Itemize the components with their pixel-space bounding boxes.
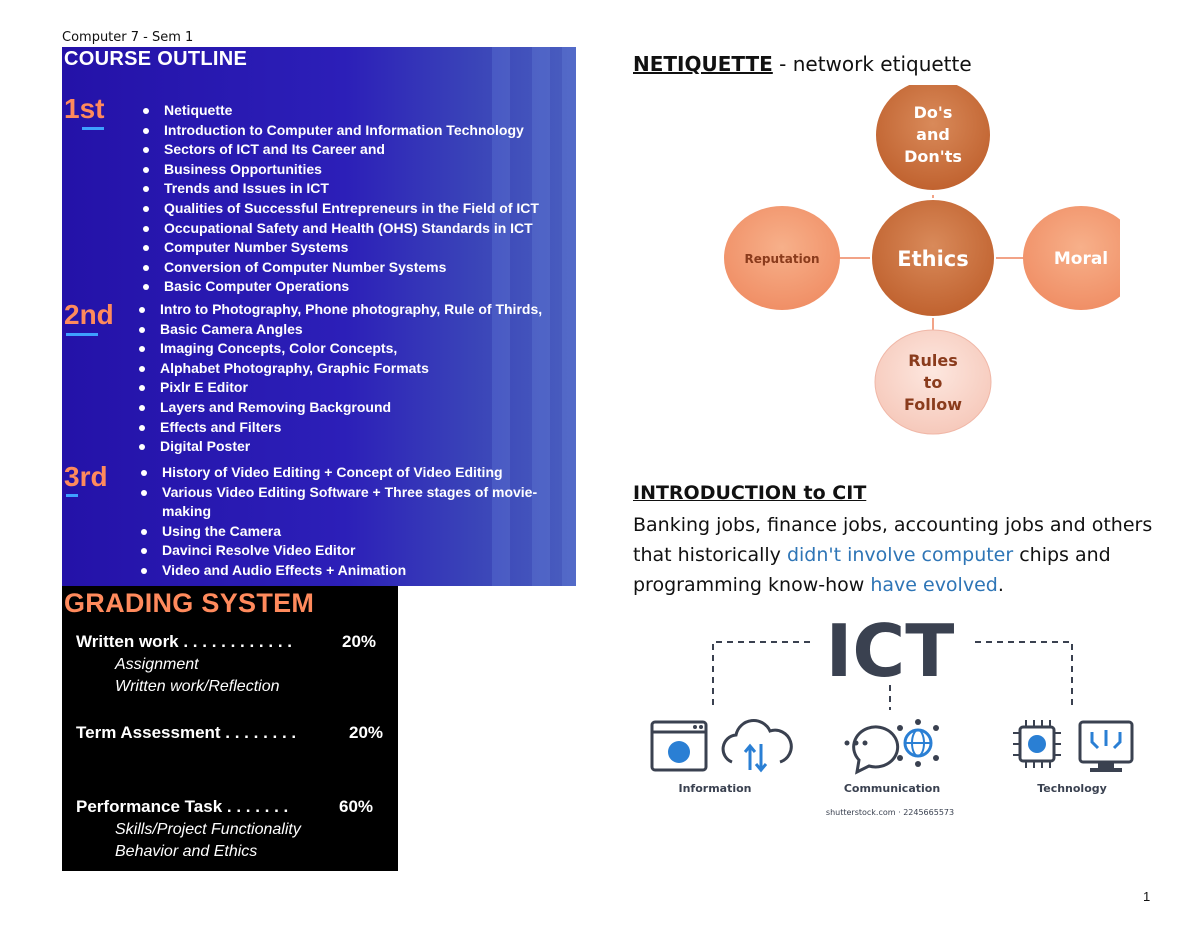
list-item: Basic Camera Angles: [136, 320, 542, 340]
list-item: Qualities of Successful Entrepreneurs in the Field of ICT: [140, 199, 539, 219]
dos-label-line: Don'ts: [904, 147, 962, 166]
dos-label-line: Do's: [913, 103, 953, 122]
communication-label: Communication: [843, 782, 941, 795]
written-work-sub: Written work/Reflection: [115, 678, 280, 695]
list-item: Conversion of Computer Number Systems: [140, 258, 539, 278]
browser-icon: [652, 722, 706, 770]
ethics-label: Ethics: [897, 247, 969, 271]
performance-task-label: Performance Task . . . . . . .: [76, 797, 289, 816]
cloud-upload-icon: [723, 721, 791, 770]
list-item: Davinci Resolve Video Editor: [138, 541, 537, 561]
semester-underline: [66, 494, 78, 497]
semester-1-label: 1st: [64, 93, 105, 124]
intro-cit-title: INTRODUCTION to CIT: [633, 482, 867, 504]
chat-bubble-icon: [845, 727, 898, 772]
intro-text: chips and programming know-how: [633, 544, 1111, 596]
list-item: Business Opportunities: [140, 160, 539, 180]
grading-system-panel: [62, 586, 398, 871]
intro-text: .: [997, 574, 1004, 596]
rules-label-line: to: [923, 373, 943, 392]
netiquette-term: NETIQUETTE: [633, 52, 773, 76]
list-item: Netiquette: [140, 101, 539, 121]
ict-title: ICT: [825, 610, 955, 693]
semester-3-label: 3rd: [64, 461, 108, 492]
performance-task-sub: Skills/Project Functionality: [115, 821, 301, 838]
list-item: Imaging Concepts, Color Concepts,: [136, 339, 542, 359]
moral-label: Moral: [1053, 249, 1109, 269]
connector-right: [975, 642, 1072, 710]
intro-highlight: didn't involve computer: [786, 544, 1014, 566]
connector-left: [713, 642, 810, 710]
rules-label-line: Follow: [903, 395, 963, 414]
monitor-circuit-icon: [1080, 722, 1132, 772]
page-number: 1: [1143, 889, 1151, 904]
semester-underline: [66, 333, 98, 336]
list-item: Digital Poster: [136, 437, 542, 457]
list-item: Effects and Filters: [136, 418, 542, 438]
list-item: Layers and Removing Background: [136, 398, 542, 418]
intro-highlight: have evolved: [870, 574, 998, 596]
written-work-sub: Assignment: [115, 656, 199, 673]
globe-network-icon: [897, 719, 939, 767]
list-item: Video and Audio Effects + Animation: [138, 561, 537, 581]
course-outline-panel: [62, 47, 576, 586]
information-label: Information: [678, 782, 752, 795]
list-item: Using the Camera: [138, 522, 537, 542]
term-assessment-label: Term Assessment . . . . . . . .: [76, 723, 297, 742]
list-item: Alphabet Photography, Graphic Formats: [136, 359, 542, 379]
list-item: Pixlr E Editor: [136, 378, 542, 398]
semester-3-list: [138, 463, 537, 581]
image-credit: shutterstock.com · 2245665573: [825, 808, 955, 817]
ict-infographic: [640, 610, 1150, 825]
rules-label-line: Rules: [908, 351, 958, 370]
list-item: Occupational Safety and Health (OHS) Standards in ICT: [140, 219, 539, 239]
intro-cit-paragraph: [633, 510, 1153, 600]
grading-system-title: GRADING SYSTEM: [64, 588, 315, 618]
netiquette-heading: [633, 52, 972, 76]
list-item: Introduction to Computer and Information Technology: [140, 121, 539, 141]
list-item: History of Video Editing + Concept of Video Editing: [138, 463, 537, 483]
performance-task-sub: Behavior and Ethics: [115, 843, 258, 860]
dos-label-line: and: [916, 125, 950, 144]
ethics-diagram: [720, 85, 1120, 440]
reputation-label: Reputation: [744, 252, 820, 266]
list-item: Various Video Editing Software + Three stages of movie-: [138, 483, 537, 503]
technology-label: Technology: [1037, 782, 1107, 795]
performance-task-percent: 60%: [339, 797, 374, 816]
list-item: Basic Computer Operations: [140, 277, 539, 297]
list-item: Sectors of ICT and Its Career and: [140, 140, 539, 160]
semester-2-list: [136, 300, 542, 457]
course-outline-title: COURSE OUTLINE: [64, 48, 248, 70]
page-header: Computer 7 - Sem 1: [62, 30, 194, 45]
intro-text: Banking jobs, finance jobs, accounting jobs and others that historically: [633, 514, 1153, 566]
list-item: Intro to Photography, Phone photography, Rule of Thirds,: [136, 300, 542, 320]
list-item: Trends and Issues in ICT: [140, 179, 539, 199]
semester-2-label: 2nd: [64, 299, 114, 330]
list-item: Computer Number Systems: [140, 238, 539, 258]
semester-underline: [82, 127, 104, 130]
written-work-percent: 20%: [342, 632, 377, 651]
term-assessment-percent: 20%: [349, 723, 384, 742]
netiquette-definition: - network etiquette: [772, 52, 972, 76]
written-work-label: Written work . . . . . . . . . . . .: [76, 632, 292, 651]
semester-1-list: [140, 101, 539, 297]
list-item-continuation: making: [162, 503, 212, 520]
chip-brain-icon: [1013, 720, 1061, 768]
